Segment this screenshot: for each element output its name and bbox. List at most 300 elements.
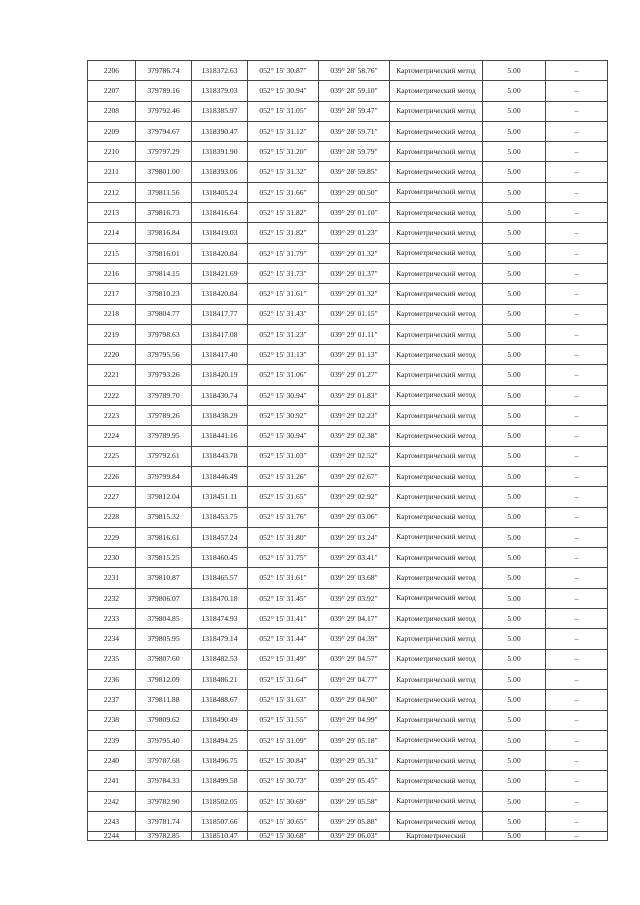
- latitude-cell: 052° 15' 30.68": [248, 832, 319, 841]
- longitude-cell: 039° 29' 04.77": [319, 669, 390, 689]
- accuracy-cell: 5.00: [483, 182, 546, 202]
- note-cell: –: [546, 649, 608, 669]
- accuracy-cell: 5.00: [483, 527, 546, 547]
- latitude-cell: 052° 15' 30.87": [248, 61, 319, 81]
- x-coordinate-cell: 379798.63: [136, 324, 192, 344]
- x-coordinate-cell: 379782.90: [136, 791, 192, 811]
- x-coordinate-cell: 379814.15: [136, 263, 192, 283]
- method-cell: Картометрический метод: [390, 811, 483, 831]
- note-cell: –: [546, 365, 608, 385]
- latitude-cell: 052° 15' 31.73": [248, 263, 319, 283]
- accuracy-cell: 5.00: [483, 811, 546, 831]
- accuracy-cell: 5.00: [483, 751, 546, 771]
- x-coordinate-cell: 379812.09: [136, 669, 192, 689]
- accuracy-cell: 5.00: [483, 121, 546, 141]
- table-row: [88, 81, 608, 101]
- y-coordinate-cell: 1318391.90: [192, 142, 248, 162]
- method-cell: Картометрический: [390, 832, 483, 841]
- note-cell: –: [546, 101, 608, 121]
- y-coordinate-cell: 1318490.49: [192, 710, 248, 730]
- point-number-cell: 2230: [88, 548, 136, 568]
- method-cell: Картометрический метод: [390, 527, 483, 547]
- table-row: [88, 730, 608, 750]
- method-cell: Картометрический метод: [390, 669, 483, 689]
- y-coordinate-cell: 1318470.18: [192, 588, 248, 608]
- accuracy-cell: 5.00: [483, 446, 546, 466]
- longitude-cell: 039° 29' 05.58": [319, 791, 390, 811]
- accuracy-cell: 5.00: [483, 588, 546, 608]
- latitude-cell: 052° 15' 31.06": [248, 365, 319, 385]
- x-coordinate-cell: 379810.23: [136, 284, 192, 304]
- note-cell: –: [546, 385, 608, 405]
- table-row: [88, 446, 608, 466]
- longitude-cell: 039° 29' 01.32": [319, 243, 390, 263]
- x-coordinate-cell: 379784.33: [136, 771, 192, 791]
- table-row: [88, 751, 608, 771]
- longitude-cell: 039° 29' 03.06": [319, 507, 390, 527]
- y-coordinate-cell: 1318417.77: [192, 304, 248, 324]
- accuracy-cell: 5.00: [483, 365, 546, 385]
- y-coordinate-cell: 1318443.78: [192, 446, 248, 466]
- note-cell: –: [546, 182, 608, 202]
- point-number-cell: 2218: [88, 304, 136, 324]
- longitude-cell: 039° 29' 03.92": [319, 588, 390, 608]
- table-row: [88, 203, 608, 223]
- latitude-cell: 052° 15' 30.73": [248, 771, 319, 791]
- longitude-cell: 039° 29' 04.57": [319, 649, 390, 669]
- latitude-cell: 052° 15' 31.44": [248, 629, 319, 649]
- note-cell: –: [546, 548, 608, 568]
- longitude-cell: 039° 29' 05.31": [319, 751, 390, 771]
- x-coordinate-cell: 379789.26: [136, 406, 192, 426]
- table-row: [88, 324, 608, 344]
- table-row: [88, 345, 608, 365]
- point-number-cell: 2212: [88, 182, 136, 202]
- x-coordinate-cell: 379812.04: [136, 487, 192, 507]
- coordinates-table-body: [88, 61, 608, 841]
- table-row: [88, 223, 608, 243]
- point-number-cell: 2208: [88, 101, 136, 121]
- latitude-cell: 052° 15' 30.94": [248, 426, 319, 446]
- accuracy-cell: 5.00: [483, 649, 546, 669]
- accuracy-cell: 5.00: [483, 81, 546, 101]
- table-row: [88, 284, 608, 304]
- latitude-cell: 052° 15' 31.23": [248, 324, 319, 344]
- longitude-cell: 039° 28' 58.76": [319, 61, 390, 81]
- point-number-cell: 2227: [88, 487, 136, 507]
- latitude-cell: 052° 15' 30.65": [248, 811, 319, 831]
- latitude-cell: 052° 15' 31.45": [248, 588, 319, 608]
- note-cell: –: [546, 81, 608, 101]
- table-row: [88, 243, 608, 263]
- longitude-cell: 039° 29' 01.11": [319, 324, 390, 344]
- x-coordinate-cell: 379797.29: [136, 142, 192, 162]
- table-row: [88, 791, 608, 811]
- method-cell: Картометрический метод: [390, 426, 483, 446]
- accuracy-cell: 5.00: [483, 669, 546, 689]
- point-number-cell: 2241: [88, 771, 136, 791]
- x-coordinate-cell: 379793.26: [136, 365, 192, 385]
- latitude-cell: 052° 15' 30.94": [248, 81, 319, 101]
- method-cell: Картометрический метод: [390, 771, 483, 791]
- y-coordinate-cell: 1318482.53: [192, 649, 248, 669]
- note-cell: –: [546, 121, 608, 141]
- point-number-cell: 2219: [88, 324, 136, 344]
- table-row: [88, 690, 608, 710]
- point-number-cell: 2223: [88, 406, 136, 426]
- table-row: [88, 588, 608, 608]
- method-cell: Картометрический метод: [390, 304, 483, 324]
- note-cell: –: [546, 142, 608, 162]
- longitude-cell: 039° 29' 04.90": [319, 690, 390, 710]
- x-coordinate-cell: 379816.01: [136, 243, 192, 263]
- point-number-cell: 2228: [88, 507, 136, 527]
- point-number-cell: 2210: [88, 142, 136, 162]
- accuracy-cell: 5.00: [483, 791, 546, 811]
- point-number-cell: 2237: [88, 690, 136, 710]
- point-number-cell: 2233: [88, 609, 136, 629]
- x-coordinate-cell: 379809.62: [136, 710, 192, 730]
- latitude-cell: 052° 15' 31.09": [248, 730, 319, 750]
- accuracy-cell: 5.00: [483, 466, 546, 486]
- note-cell: –: [546, 223, 608, 243]
- note-cell: –: [546, 811, 608, 831]
- accuracy-cell: 5.00: [483, 629, 546, 649]
- point-number-cell: 2238: [88, 710, 136, 730]
- table-row: [88, 466, 608, 486]
- accuracy-cell: 5.00: [483, 568, 546, 588]
- table-row: [88, 710, 608, 730]
- latitude-cell: 052° 15' 31.26": [248, 466, 319, 486]
- point-number-cell: 2225: [88, 446, 136, 466]
- y-coordinate-cell: 1318453.75: [192, 507, 248, 527]
- x-coordinate-cell: 379792.46: [136, 101, 192, 121]
- point-number-cell: 2213: [88, 203, 136, 223]
- y-coordinate-cell: 1318451.11: [192, 487, 248, 507]
- latitude-cell: 052° 15' 31.76": [248, 507, 319, 527]
- x-coordinate-cell: 379782.85: [136, 832, 192, 841]
- y-coordinate-cell: 1318507.66: [192, 811, 248, 831]
- y-coordinate-cell: 1318494.25: [192, 730, 248, 750]
- point-number-cell: 2224: [88, 426, 136, 446]
- latitude-cell: 052° 15' 31.49": [248, 649, 319, 669]
- y-coordinate-cell: 1318465.57: [192, 568, 248, 588]
- latitude-cell: 052° 15' 30.69": [248, 791, 319, 811]
- latitude-cell: 052° 15' 31.55": [248, 710, 319, 730]
- longitude-cell: 039° 29' 01.23": [319, 223, 390, 243]
- y-coordinate-cell: 1318419.03: [192, 223, 248, 243]
- y-coordinate-cell: 1318417.08: [192, 324, 248, 344]
- note-cell: –: [546, 730, 608, 750]
- note-cell: –: [546, 243, 608, 263]
- accuracy-cell: 5.00: [483, 487, 546, 507]
- y-coordinate-cell: 1318420.84: [192, 243, 248, 263]
- longitude-cell: 039° 29' 02.23": [319, 406, 390, 426]
- longitude-cell: 039° 29' 02.92": [319, 487, 390, 507]
- x-coordinate-cell: 379789.16: [136, 81, 192, 101]
- accuracy-cell: 5.00: [483, 101, 546, 121]
- method-cell: Картометрический метод: [390, 162, 483, 182]
- note-cell: –: [546, 304, 608, 324]
- method-cell: Картометрический метод: [390, 324, 483, 344]
- accuracy-cell: 5.00: [483, 142, 546, 162]
- latitude-cell: 052° 15' 31.75": [248, 548, 319, 568]
- longitude-cell: 039° 29' 05.88": [319, 811, 390, 831]
- method-cell: Картометрический метод: [390, 710, 483, 730]
- latitude-cell: 052° 15' 30.84": [248, 751, 319, 771]
- table-row: [88, 61, 608, 81]
- y-coordinate-cell: 1318405.24: [192, 182, 248, 202]
- y-coordinate-cell: 1318510.47: [192, 832, 248, 841]
- point-number-cell: 2232: [88, 588, 136, 608]
- method-cell: Картометрический метод: [390, 751, 483, 771]
- longitude-cell: 039° 28' 59.47": [319, 101, 390, 121]
- method-cell: Картометрический метод: [390, 243, 483, 263]
- y-coordinate-cell: 1318379.03: [192, 81, 248, 101]
- table-row: [88, 121, 608, 141]
- longitude-cell: 039° 28' 59.71": [319, 121, 390, 141]
- y-coordinate-cell: 1318486.21: [192, 669, 248, 689]
- longitude-cell: 039° 29' 03.41": [319, 548, 390, 568]
- accuracy-cell: 5.00: [483, 61, 546, 81]
- point-number-cell: 2207: [88, 81, 136, 101]
- point-number-cell: 2206: [88, 61, 136, 81]
- method-cell: Картометрический метод: [390, 609, 483, 629]
- point-number-cell: 2229: [88, 527, 136, 547]
- latitude-cell: 052° 15' 31.63": [248, 690, 319, 710]
- method-cell: Картометрический метод: [390, 223, 483, 243]
- note-cell: –: [546, 345, 608, 365]
- y-coordinate-cell: 1318488.67: [192, 690, 248, 710]
- note-cell: –: [546, 690, 608, 710]
- latitude-cell: 052° 15' 31.65": [248, 487, 319, 507]
- note-cell: –: [546, 832, 608, 841]
- note-cell: –: [546, 406, 608, 426]
- longitude-cell: 039° 28' 59.10": [319, 81, 390, 101]
- table-row: [88, 406, 608, 426]
- note-cell: –: [546, 162, 608, 182]
- table-row: [88, 101, 608, 121]
- latitude-cell: 052° 15' 31.61": [248, 284, 319, 304]
- longitude-cell: 039° 28' 59.79": [319, 142, 390, 162]
- x-coordinate-cell: 379816.84: [136, 223, 192, 243]
- point-number-cell: 2235: [88, 649, 136, 669]
- table-row: [88, 162, 608, 182]
- latitude-cell: 052° 15' 31.41": [248, 609, 319, 629]
- point-number-cell: 2240: [88, 751, 136, 771]
- table-row: [88, 609, 608, 629]
- longitude-cell: 039° 29' 05.45": [319, 771, 390, 791]
- table-row: [88, 811, 608, 831]
- y-coordinate-cell: 1318385.97: [192, 101, 248, 121]
- y-coordinate-cell: 1318474.93: [192, 609, 248, 629]
- table-row: [88, 304, 608, 324]
- accuracy-cell: 5.00: [483, 690, 546, 710]
- x-coordinate-cell: 379810.87: [136, 568, 192, 588]
- point-number-cell: 2239: [88, 730, 136, 750]
- x-coordinate-cell: 379811.88: [136, 690, 192, 710]
- y-coordinate-cell: 1318420.19: [192, 365, 248, 385]
- accuracy-cell: 5.00: [483, 345, 546, 365]
- note-cell: –: [546, 791, 608, 811]
- x-coordinate-cell: 379816.61: [136, 527, 192, 547]
- y-coordinate-cell: 1318502.05: [192, 791, 248, 811]
- longitude-cell: 039° 29' 02.38": [319, 426, 390, 446]
- note-cell: –: [546, 629, 608, 649]
- x-coordinate-cell: 379811.56: [136, 182, 192, 202]
- longitude-cell: 039° 29' 05.18": [319, 730, 390, 750]
- method-cell: Картометрический метод: [390, 568, 483, 588]
- y-coordinate-cell: 1318496.75: [192, 751, 248, 771]
- longitude-cell: 039° 29' 04.39": [319, 629, 390, 649]
- latitude-cell: 052° 15' 31.82": [248, 223, 319, 243]
- accuracy-cell: 5.00: [483, 710, 546, 730]
- longitude-cell: 039° 29' 01.10": [319, 203, 390, 223]
- method-cell: Картометрический метод: [390, 588, 483, 608]
- note-cell: –: [546, 568, 608, 588]
- x-coordinate-cell: 379815.25: [136, 548, 192, 568]
- point-number-cell: 2226: [88, 466, 136, 486]
- x-coordinate-cell: 379806.07: [136, 588, 192, 608]
- method-cell: Картометрический метод: [390, 507, 483, 527]
- note-cell: –: [546, 263, 608, 283]
- table-row: [88, 263, 608, 283]
- y-coordinate-cell: 1318393.06: [192, 162, 248, 182]
- table-row: [88, 365, 608, 385]
- x-coordinate-cell: 379786.74: [136, 61, 192, 81]
- method-cell: Картометрический метод: [390, 203, 483, 223]
- accuracy-cell: 5.00: [483, 324, 546, 344]
- longitude-cell: 039° 29' 06.03": [319, 832, 390, 841]
- method-cell: Картометрический метод: [390, 649, 483, 669]
- latitude-cell: 052° 15' 31.13": [248, 345, 319, 365]
- accuracy-cell: 5.00: [483, 284, 546, 304]
- table-row: [88, 669, 608, 689]
- note-cell: –: [546, 751, 608, 771]
- point-number-cell: 2217: [88, 284, 136, 304]
- point-number-cell: 2231: [88, 568, 136, 588]
- note-cell: –: [546, 466, 608, 486]
- y-coordinate-cell: 1318499.58: [192, 771, 248, 791]
- accuracy-cell: 5.00: [483, 548, 546, 568]
- longitude-cell: 039° 29' 01.83": [319, 385, 390, 405]
- longitude-cell: 039° 28' 59.85": [319, 162, 390, 182]
- y-coordinate-cell: 1318416.64: [192, 203, 248, 223]
- accuracy-cell: 5.00: [483, 832, 546, 841]
- x-coordinate-cell: 379795.56: [136, 345, 192, 365]
- note-cell: –: [546, 588, 608, 608]
- longitude-cell: 039° 29' 01.32": [319, 284, 390, 304]
- latitude-cell: 052° 15' 31.82": [248, 203, 319, 223]
- note-cell: –: [546, 609, 608, 629]
- note-cell: –: [546, 61, 608, 81]
- accuracy-cell: 5.00: [483, 162, 546, 182]
- note-cell: –: [546, 710, 608, 730]
- x-coordinate-cell: 379804.77: [136, 304, 192, 324]
- latitude-cell: 052° 15' 31.64": [248, 669, 319, 689]
- table-row: [88, 507, 608, 527]
- accuracy-cell: 5.00: [483, 426, 546, 446]
- point-number-cell: 2216: [88, 263, 136, 283]
- table-row: [88, 568, 608, 588]
- y-coordinate-cell: 1318438.29: [192, 406, 248, 426]
- note-cell: –: [546, 203, 608, 223]
- method-cell: Картометрический метод: [390, 182, 483, 202]
- longitude-cell: 039° 29' 04.99": [319, 710, 390, 730]
- point-number-cell: 2209: [88, 121, 136, 141]
- note-cell: –: [546, 771, 608, 791]
- point-number-cell: 2220: [88, 345, 136, 365]
- point-number-cell: 2244: [88, 832, 136, 841]
- note-cell: –: [546, 487, 608, 507]
- accuracy-cell: 5.00: [483, 223, 546, 243]
- latitude-cell: 052° 15' 31.05": [248, 101, 319, 121]
- y-coordinate-cell: 1318441.16: [192, 426, 248, 446]
- method-cell: Картометрический метод: [390, 466, 483, 486]
- x-coordinate-cell: 379794.67: [136, 121, 192, 141]
- latitude-cell: 052° 15' 30.92": [248, 406, 319, 426]
- table-row: [88, 832, 608, 841]
- note-cell: –: [546, 527, 608, 547]
- method-cell: Картометрический метод: [390, 101, 483, 121]
- method-cell: Картометрический метод: [390, 629, 483, 649]
- method-cell: Картометрический метод: [390, 487, 483, 507]
- point-number-cell: 2243: [88, 811, 136, 831]
- method-cell: Картометрический метод: [390, 284, 483, 304]
- method-cell: Картометрический метод: [390, 548, 483, 568]
- x-coordinate-cell: 379815.32: [136, 507, 192, 527]
- x-coordinate-cell: 379804.85: [136, 609, 192, 629]
- table-row: [88, 487, 608, 507]
- note-cell: –: [546, 446, 608, 466]
- longitude-cell: 039° 29' 02.67": [319, 466, 390, 486]
- y-coordinate-cell: 1318420.84: [192, 284, 248, 304]
- x-coordinate-cell: 379795.40: [136, 730, 192, 750]
- longitude-cell: 039° 29' 04.17": [319, 609, 390, 629]
- y-coordinate-cell: 1318417.40: [192, 345, 248, 365]
- method-cell: Картометрический метод: [390, 446, 483, 466]
- accuracy-cell: 5.00: [483, 771, 546, 791]
- latitude-cell: 052° 15' 31.61": [248, 568, 319, 588]
- table-row: [88, 142, 608, 162]
- note-cell: –: [546, 324, 608, 344]
- longitude-cell: 039° 29' 01.27": [319, 365, 390, 385]
- method-cell: Картометрический метод: [390, 406, 483, 426]
- y-coordinate-cell: 1318460.45: [192, 548, 248, 568]
- latitude-cell: 052° 15' 31.03": [248, 446, 319, 466]
- note-cell: –: [546, 669, 608, 689]
- table-row: [88, 426, 608, 446]
- table-row: [88, 182, 608, 202]
- point-number-cell: 2222: [88, 385, 136, 405]
- latitude-cell: 052° 15' 31.12": [248, 121, 319, 141]
- accuracy-cell: 5.00: [483, 304, 546, 324]
- latitude-cell: 052° 15' 31.32": [248, 162, 319, 182]
- table-row: [88, 649, 608, 669]
- method-cell: Картометрический метод: [390, 142, 483, 162]
- method-cell: Картометрический метод: [390, 690, 483, 710]
- latitude-cell: 052° 15' 31.20": [248, 142, 319, 162]
- method-cell: Картометрический метод: [390, 730, 483, 750]
- method-cell: Картометрический метод: [390, 365, 483, 385]
- table-row: [88, 771, 608, 791]
- x-coordinate-cell: 379781.74: [136, 811, 192, 831]
- method-cell: Картометрический метод: [390, 121, 483, 141]
- x-coordinate-cell: 379805.95: [136, 629, 192, 649]
- y-coordinate-cell: 1318479.14: [192, 629, 248, 649]
- point-number-cell: 2211: [88, 162, 136, 182]
- x-coordinate-cell: 379807.60: [136, 649, 192, 669]
